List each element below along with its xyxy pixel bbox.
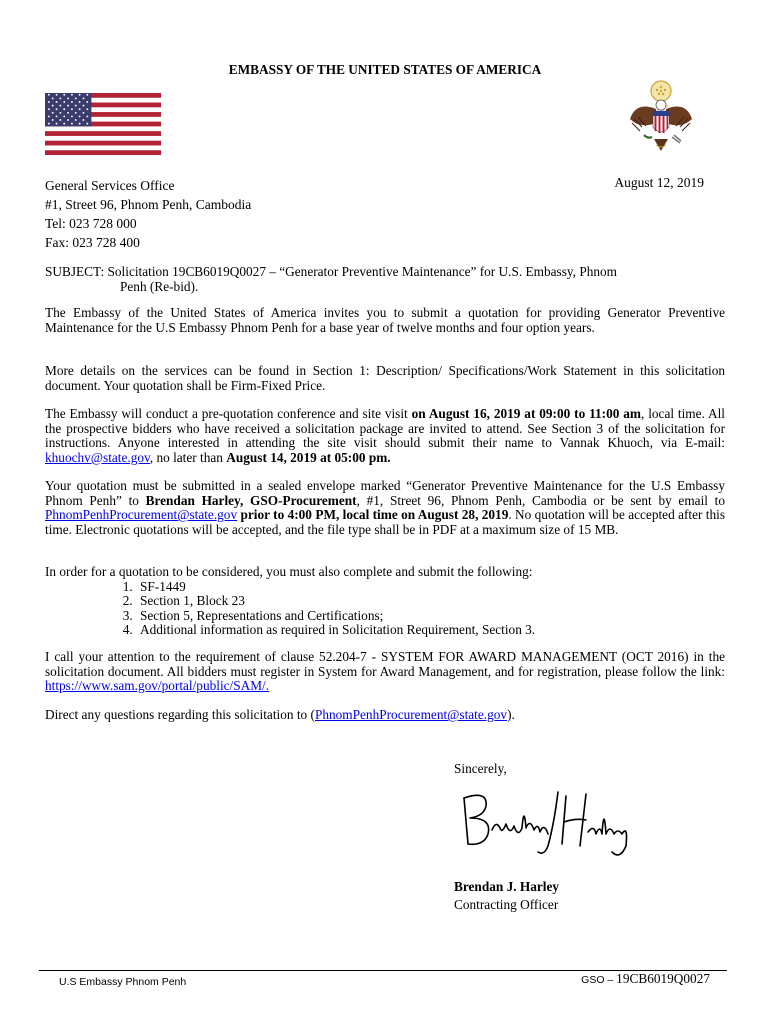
footer-left: U.S Embassy Phnom Penh <box>59 976 187 988</box>
sender-address <box>45 176 251 252</box>
paragraph-sam-registration <box>45 650 725 694</box>
text: . No quotation will be accepted after this time. Electronic quotations will be accepted, and the file type shall be in PDF at a maximum size of 15 MB. <box>45 507 726 537</box>
sender-tel: Tel: 023 728 000 <box>45 216 137 231</box>
flag-star <box>56 123 58 125</box>
registration-deadline: August 14, 2019 at 05:00 pm. <box>226 449 391 465</box>
flag-star <box>56 94 58 96</box>
flag-star <box>67 112 69 114</box>
list-item: 3. Section 5, Representations and Certifications; <box>136 609 725 624</box>
flag-star <box>71 94 73 96</box>
flag-star <box>71 115 73 117</box>
paragraph-requirements <box>45 565 725 638</box>
sender-fax: Fax: 023 728 400 <box>45 235 140 250</box>
flag-star <box>48 123 50 125</box>
us-great-seal-icon <box>626 79 696 157</box>
text: , local time. All the prospective bidders who have received a solicitation package are invited to attend. See Section 3 of the solicitation for instructions. Anyone interested in attending the site visit should submit their name to Vannak Khuoch, via E-mail: <box>45 406 726 451</box>
paragraph-invitation: The Embassy of the United States of America invites you to submit a quotation for providing Generator Preventive Maintenance for the U.S Embassy Phnom Penh for a base year of twelve months and four option years. <box>45 305 725 335</box>
flag-star <box>63 115 65 117</box>
subject-line-2: Penh (Re-bid). <box>120 278 199 294</box>
submission-deadline: prior to 4:00 PM, local time on August 28, 2019 <box>240 507 509 523</box>
flag-star <box>79 123 81 125</box>
flag-star <box>52 112 54 114</box>
flag-star <box>52 119 54 121</box>
flag-star <box>59 105 61 107</box>
text: , #1, Street 96, Phnom Penh, Cambodia or be sent by email to <box>356 492 726 508</box>
subject-line <box>45 265 725 294</box>
flag-star <box>59 97 61 99</box>
flag-star <box>48 101 50 103</box>
flag-star <box>52 97 54 99</box>
flag-star <box>52 105 54 107</box>
recipient-name: Brendan Harley, GSO-Procurement <box>145 492 357 508</box>
flag-star <box>67 119 69 121</box>
sam-link[interactable]: https://www.sam.gov/portal/public/SAM/. <box>45 678 270 694</box>
flag-star <box>63 108 65 110</box>
flag-star <box>48 94 50 96</box>
requirements-intro: In order for a quotation to be considered, you must also complete and submit the following: <box>45 564 533 579</box>
footer-code: 19CB6019Q0027 <box>616 971 710 986</box>
flag-star <box>71 101 73 103</box>
flag-star <box>59 112 61 114</box>
closing-salutation: Sincerely, <box>454 761 507 776</box>
sender-office: General Services Office <box>45 178 175 193</box>
signer-role: Contracting Officer <box>454 897 559 912</box>
flag-star <box>79 108 81 110</box>
footer-prefix: GSO – <box>581 974 617 986</box>
text: Direct any questions regarding this solicitation to ( <box>45 707 315 722</box>
flag-star <box>79 94 81 96</box>
letter-date: August 12, 2019 <box>614 175 704 190</box>
handwritten-signature <box>458 784 640 862</box>
flag-star <box>83 119 85 121</box>
flag-star <box>79 115 81 117</box>
flag-star <box>48 108 50 110</box>
paragraph-submission <box>45 479 725 537</box>
us-flag-icon <box>45 93 161 155</box>
flag-star <box>75 112 77 114</box>
email-link-procurement[interactable]: PhnomPenhProcurement@state.gov <box>45 507 238 523</box>
list-item: 1. SF-1449 <box>136 580 725 595</box>
flag-star <box>86 108 88 110</box>
email-link-questions[interactable]: PhnomPenhProcurement@state.gov <box>314 707 508 722</box>
text: I call your attention to the requirement of clause 52.204-7 - SYSTEM FOR AWARD MANAGEMENT (OCT 2016) in the solicitation document. All bidders must register in System for Award Management, and for registration, please follow the link: <box>45 649 725 679</box>
flag-star <box>86 101 88 103</box>
paragraph-site-visit <box>45 407 725 465</box>
text: , no later than <box>149 449 227 465</box>
flag-star <box>56 108 58 110</box>
flag-star <box>83 105 85 107</box>
footer-right <box>581 972 710 988</box>
flag-star <box>67 105 69 107</box>
list-item: 4. Additional information as required in Solicitation Requirement, Section 3. <box>136 623 725 638</box>
subject-line-1: SUBJECT: Solicitation 19CB6019Q0027 – “Generator Preventive Maintenance” for U.S. Embassy, Phnom <box>45 264 618 279</box>
list-item: 2. Section 1, Block 23 <box>136 594 725 609</box>
paragraph-details: More details on the services can be found in Section 1: Description/ Specifications/Work Statement in this solicitation document. Your quotation shall be Firm-Fixed Price. <box>45 363 725 393</box>
signer-name: Brendan J. Harley <box>454 879 560 894</box>
flag-star <box>67 97 69 99</box>
flag-star <box>56 115 58 117</box>
flag-star <box>71 108 73 110</box>
flag-star <box>83 112 85 114</box>
flag-star <box>79 101 81 103</box>
requirements-list <box>45 580 725 638</box>
flag-star <box>63 123 65 125</box>
flag-star <box>56 101 58 103</box>
text: Your quotation must be submitted in a sealed envelope marked “Generator Preventive Maintenance for the U.S Embassy Phnom Penh” to <box>45 478 725 508</box>
flag-star <box>75 97 77 99</box>
flag-star <box>83 97 85 99</box>
site-visit-date: on August 16, 2019 at 09:00 to 11:00 am <box>411 406 641 421</box>
flag-star <box>63 101 65 103</box>
letterhead-title: EMBASSY OF THE UNITED STATES OF AMERICA <box>228 62 542 77</box>
flag-star <box>59 119 61 121</box>
flag-star <box>86 115 88 117</box>
flag-star <box>48 115 50 117</box>
flag-star <box>86 94 88 96</box>
sender-street: #1, Street 96, Phnom Penh, Cambodia <box>45 197 252 212</box>
paragraph-questions <box>45 708 725 723</box>
email-link-khuochv[interactable]: khuochv@state.gov <box>45 449 150 465</box>
flag-star <box>86 123 88 125</box>
text: The Embassy will conduct a pre-quotation conference and site visit <box>45 406 412 421</box>
flag-star <box>71 123 73 125</box>
text: ). <box>507 707 515 722</box>
flag-star <box>75 105 77 107</box>
flag-star <box>75 119 77 121</box>
flag-star <box>63 94 65 96</box>
